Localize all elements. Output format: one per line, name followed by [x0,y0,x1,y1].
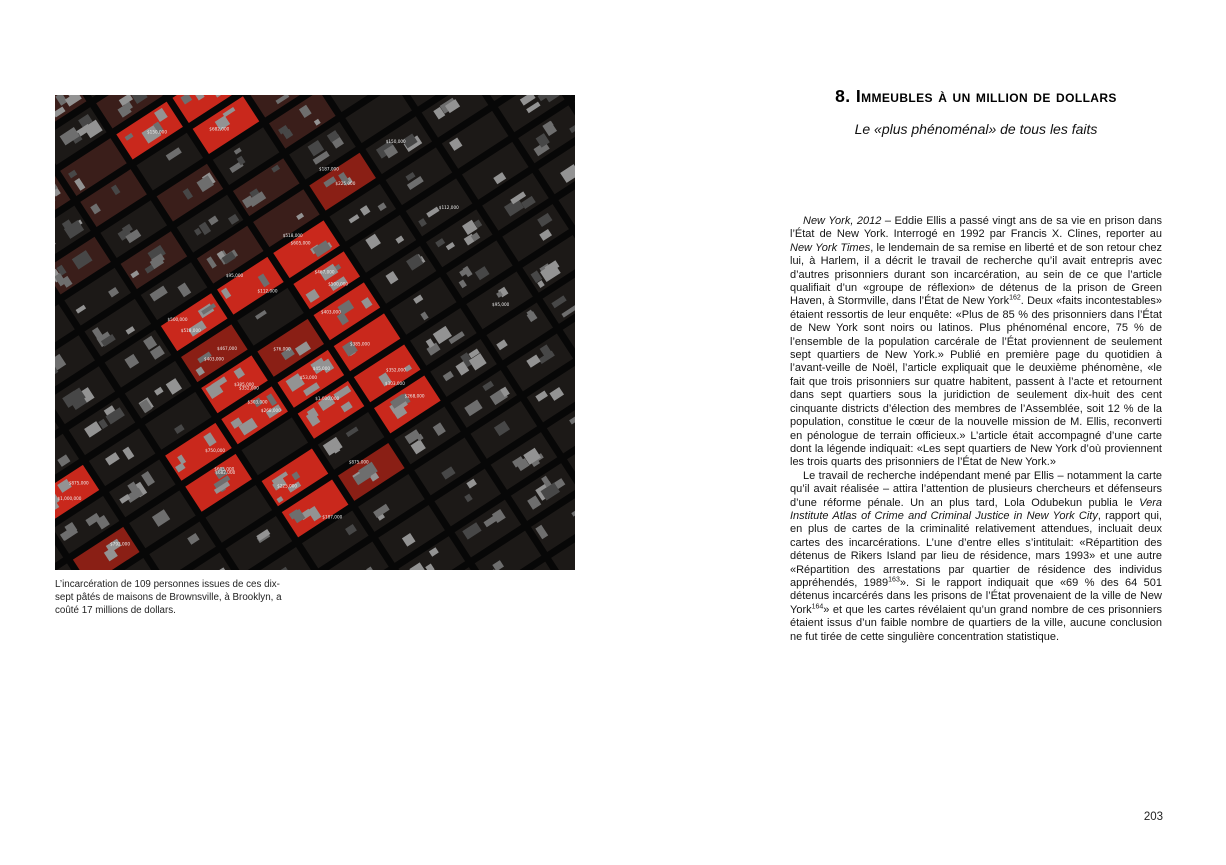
map-price-label: $385,000 [349,341,370,347]
map-price-label: $112,000 [257,288,278,294]
map-price-label: $682,000 [215,470,236,476]
map-price-label: $303,000 [247,399,268,405]
map-price-label: $467,000 [314,269,335,275]
map-price-label: $875,000 [68,480,89,486]
map-price-label: $187,000 [318,166,339,172]
map-price-label: $268,000 [260,408,281,413]
map-price-label: $1,000,000 [315,396,340,401]
million-dollar-blocks-map [55,95,575,570]
chapter-subtitle: Le «plus phénoménal» de tous les faits [854,121,1098,137]
map-price-label: $518,000 [180,327,201,333]
map-price-label: $500,000 [167,316,188,322]
map-figure [55,95,575,618]
map-price-label: $605,000 [290,240,311,246]
map-price-label: $95,000 [492,302,510,307]
page-number: 203 [1143,811,1163,823]
map-price-label: $53,000 [299,375,318,380]
map-price-label: $385,000 [234,382,255,388]
map-price-label: $303,000 [384,381,405,386]
map-price-label: $352,000 [385,367,406,373]
figure-caption: L’incarcération de 109 personnes issues de ces dix-sept pâtés de maisons de Brownsville, à Brooklyn, a coûté 17 millions de dollars. [55,579,282,616]
map-price-label: $187,000 [322,514,343,520]
map-price-label: $150,000 [385,139,406,144]
map-price-label: $1,000,000 [57,496,82,502]
map-price-label: $45,000 [312,365,331,371]
map-price-label: $682,000 [209,126,230,132]
paragraph: Le travail de recherche indépendant mené par Ellis – notamment la carte qu’il avait réalisée – attira l’attention de plusieurs chercheurs et défenseurs d’une réforme pénale. Un an plus tard, Lola Odubekun publia le Vera Institute Atlas of Crime and Criminal Justice in New York City, rapport qui, en plus de cartes de la criminalité relativement attendues, incluait deux cartes des incarcérations. L’une d’entre elles s’intitulait: «Répartition des détenus de Rikers Island par lieu de résidence, mars 1993» et une autre «Répartition des arrestations par quartier de résidence des individus appréhendés, 1989$^{163}$». Si le rapport indiquait que «69 % des 64 501 détenus incarcérés dans les prisons de l’État provenaient de la ville de New York$^{164}$» et que les cartes révélaient qu’un grand nombre de ces prisonniers étaient issus d’un faible nombre de quartiers de la ville, aucune conclusion ne fut tirée de cette singulière concentration statistique. [790,469,1162,643]
chapter-title: 8. Immeubles à un million de dollars [835,86,1117,106]
paragraph: New York, 2012 – Eddie Ellis a passé vingt ans de sa vie en prison dans l’État de New York. Interrogé en 1992 par Francis X. Clines, reporter au New York Times, le lendemain de sa remise en liberté et de son retour chez lui, à Harlem, il a décrit le travail de recherche qu’il avait entrepris avec d’autres prisonniers durant son incarcération, au sein de ce que l’article qualifiait d’un «groupe de réflexion» de détenus de la prison de Green Haven, à Stormville, dans l’État de New York$^{162}$. Deux «faits incontestables» étaient ressortis de leur enquête: «Plus de 85 % des prisonniers dans l’État de New York sont noirs ou latinos. Plus phénoménal encore, 75 % de l’ensemble de la population carcérale de l’État proviennent de seulement sept quartiers de New York.» Publié en première page du quotidien à l’avant-veille de Noël, l’article expliquait que le deuxième phénomène, «le fait que trois prisonniers sur quatre habitent, passent à l’acte et retournent dans sept quartiers sous la juridiction de seulement dix-huit des cent cinquante districts d’élection des membres de l’Assemblée, soit 12 % de la population, constitue le cœur de la nouvelle mission de M. Ellis, reconverti en pénologue de terrain officieux.» L’article était accompagné d’une carte dont la légende indiquait: «Les sept quartiers de New York d’où proviennent les trois quarts des prisonniers de l’État de New York.» [790,215,1163,469]
map-price-label: $792,000 [110,541,130,547]
map-price-label: $403,000 [203,356,224,362]
map-price-label: $268,000 [404,393,425,399]
map-price-label: $112,000 [438,205,459,211]
map-price-label: $352,000 [238,385,259,391]
map-price-label: $225,000 [277,483,298,489]
map-price-label: $150,000 [147,129,167,135]
map-price-label: $518,000 [282,233,303,239]
map-price-label: $875,000 [348,459,369,465]
map-price-label: $76,000 [273,346,291,352]
map-price-label: $750,000 [205,447,226,453]
map-price-label: $225,000 [335,180,356,186]
article-body [790,215,1162,644]
map-price-label: $500,000 [328,281,349,287]
map-price-label: $467,000 [217,345,237,351]
map-price-label: $605,000 [214,466,235,472]
map-price-label: $95,000 [225,273,244,278]
map-price-label: $403,000 [320,309,341,315]
article-column [790,86,1162,644]
